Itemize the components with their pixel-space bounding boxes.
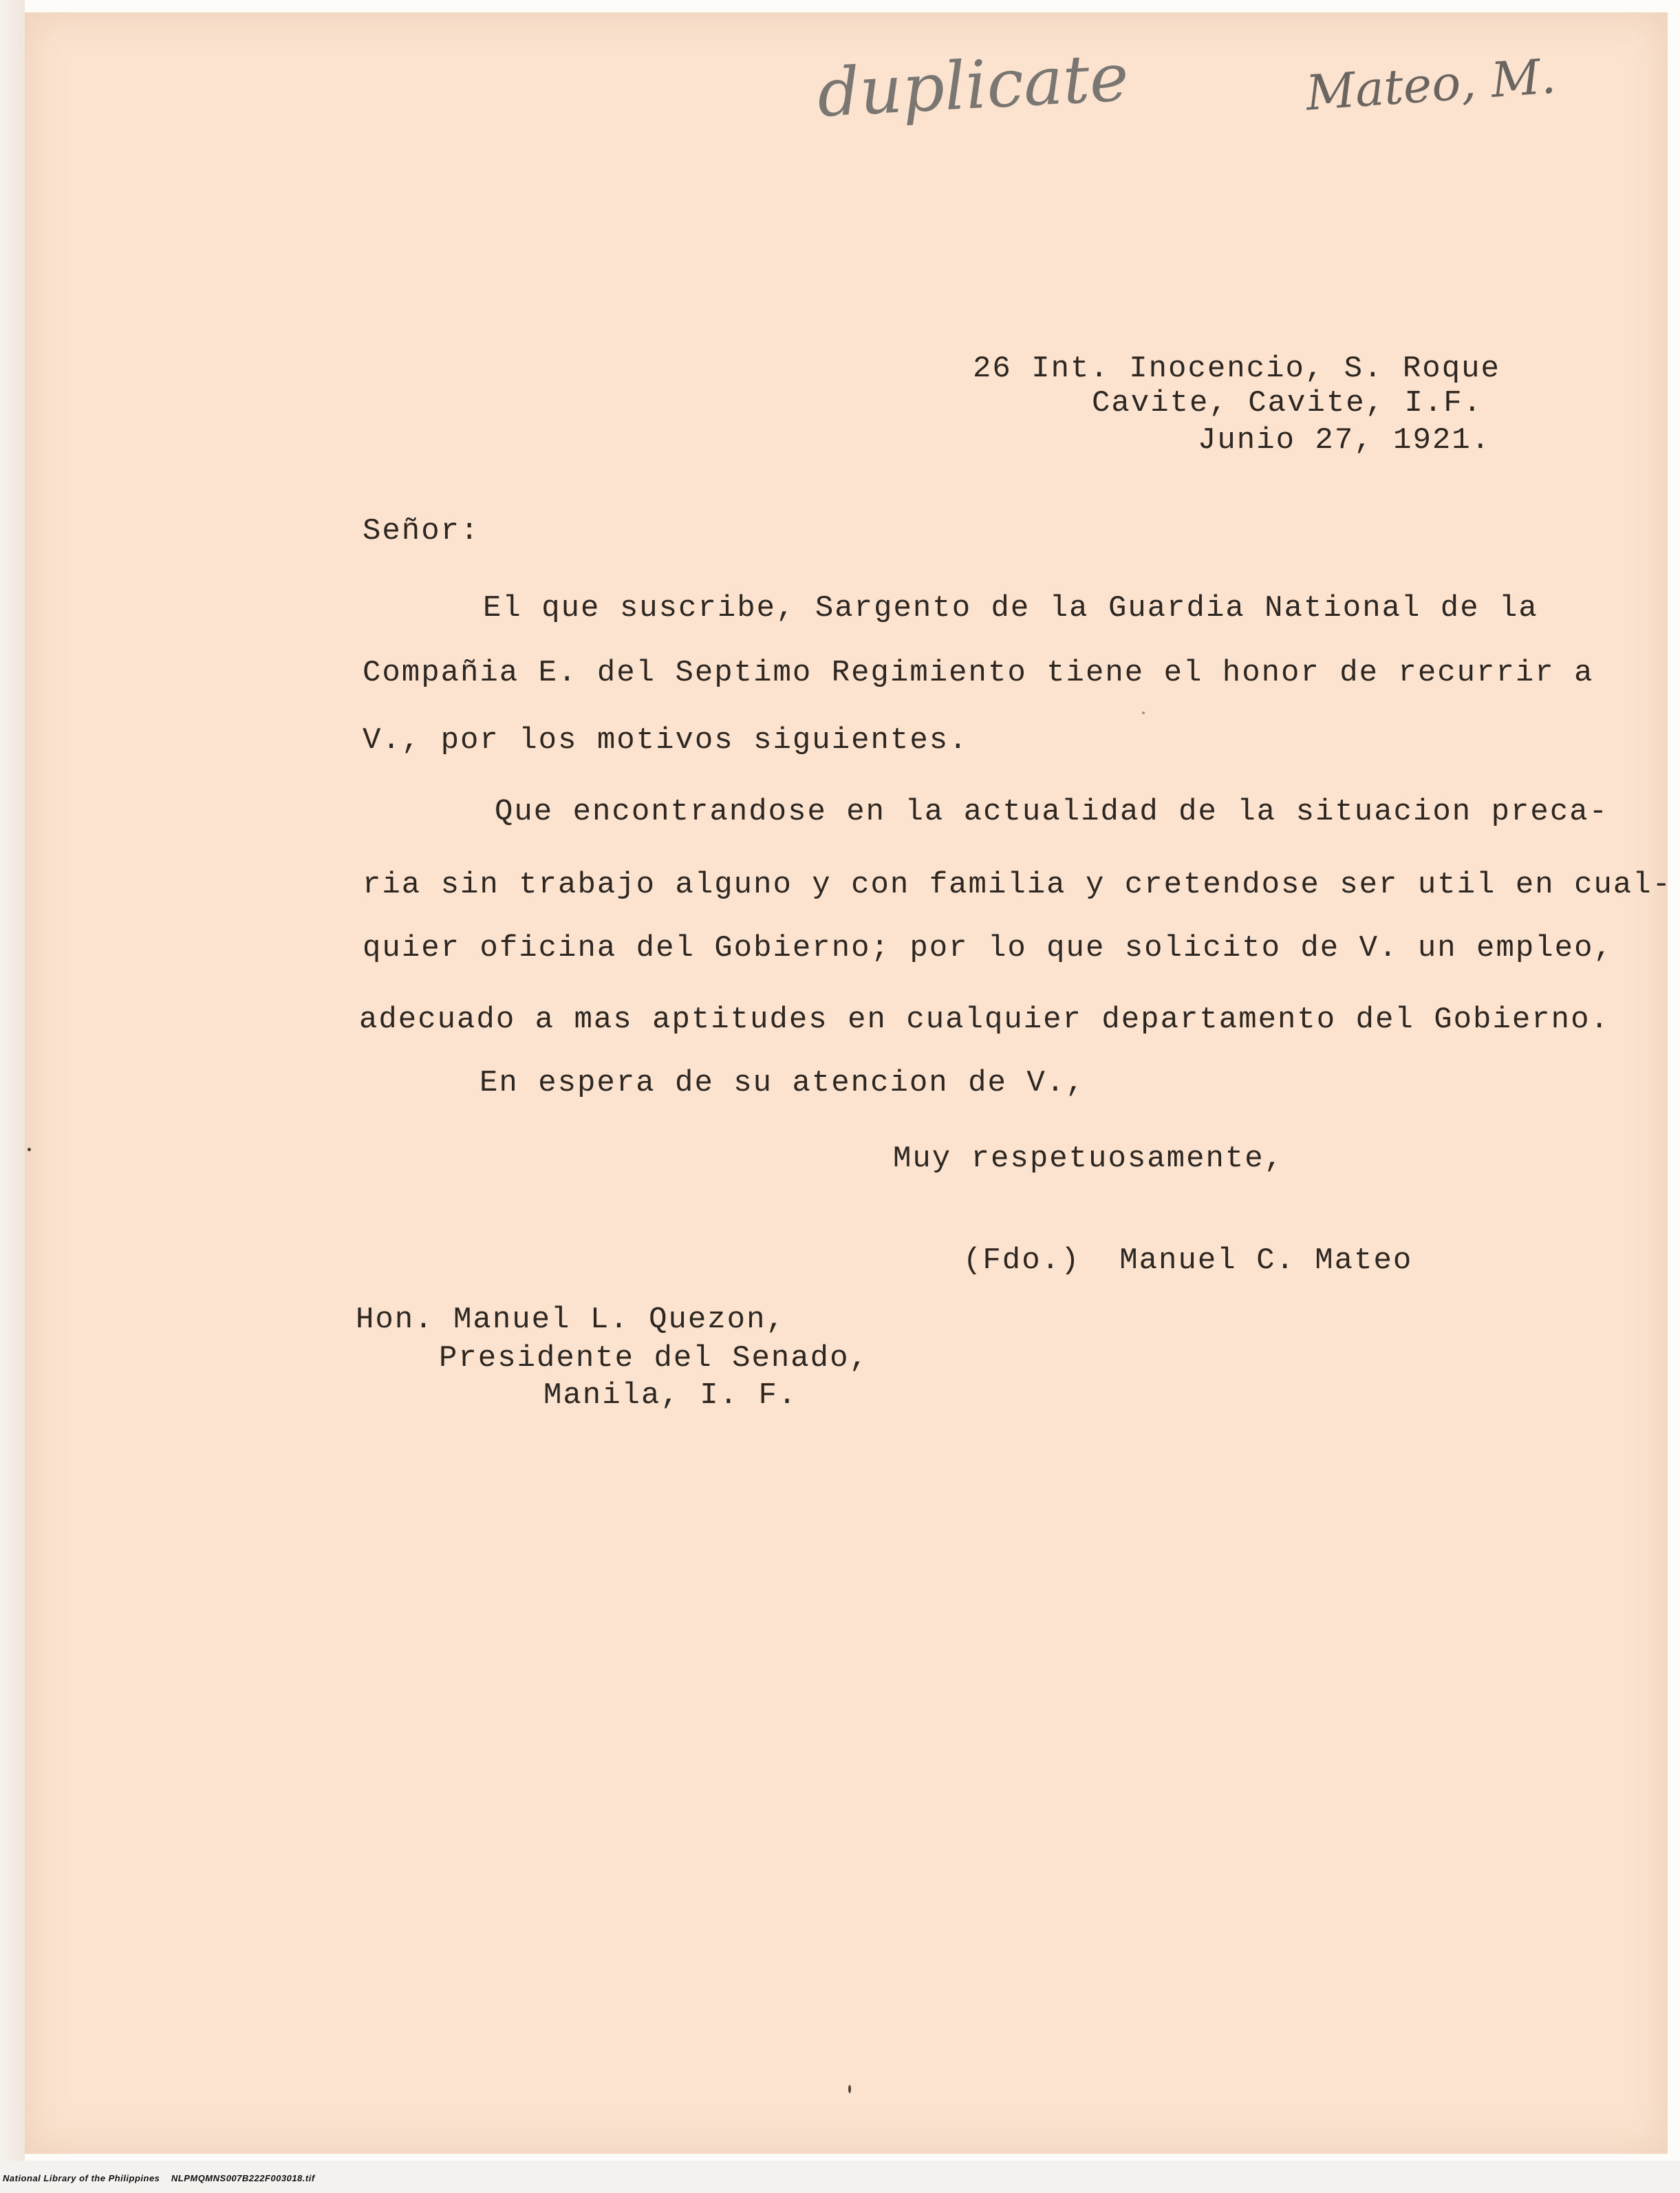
letter-date: Junio 27, 1921. [1198,423,1491,458]
duplicate-annotation: duplicate [815,39,1131,132]
body-p1-line1: El que suscribe, Sargento de la Guardia National de la [483,591,1538,625]
paper-speck [28,1148,31,1151]
body-p2-line2: ria sin trabajo alguno y con familia y cretendose ser util en cual- [363,868,1672,902]
body-p2-line3: quier oficina del Gobierno; por lo que solicito de V. un empleo, [363,931,1613,965]
name-annotation: Mateo, M. [1304,47,1558,122]
address-line-2: Cavite, Cavite, I.F. [1092,386,1483,420]
recipient-line-3: Manila, I. F. [543,1378,798,1413]
closing: Muy respetuosamente, [893,1142,1284,1176]
recipient-line-2: Presidente del Senado, [439,1341,869,1376]
archive-label: National Library of the Philippines NLPMQMNS007B222F003018.tif [3,2173,315,2183]
page-edge [0,0,25,2161]
body-p1-line2: Compañia E. del Septimo Regimiento tiene el honor de recurrir a [363,656,1594,690]
body-p3-line1: En espera de su atencion de V., [480,1066,1086,1100]
salutation: Señor: [363,514,480,548]
paper-speck [848,2085,851,2093]
address-line-1: 26 Int. Inocencio, S. Roque [973,352,1500,386]
body-p1-line3: V., por los motivos siguientes. [363,723,969,758]
body-p2-line1: Que encontrandose en la actualidad de la situacion preca- [495,795,1609,829]
body-p2-line4: adecuado a mas aptitudes en cualquier departamento del Gobierno. [359,1003,1610,1037]
recipient-line-1: Hon. Manuel L. Quezon, [356,1303,786,1337]
signature: (Fdo.) Manuel C. Mateo [963,1243,1413,1278]
paper-speck [1142,712,1145,714]
archive-footer [0,2161,1680,2193]
